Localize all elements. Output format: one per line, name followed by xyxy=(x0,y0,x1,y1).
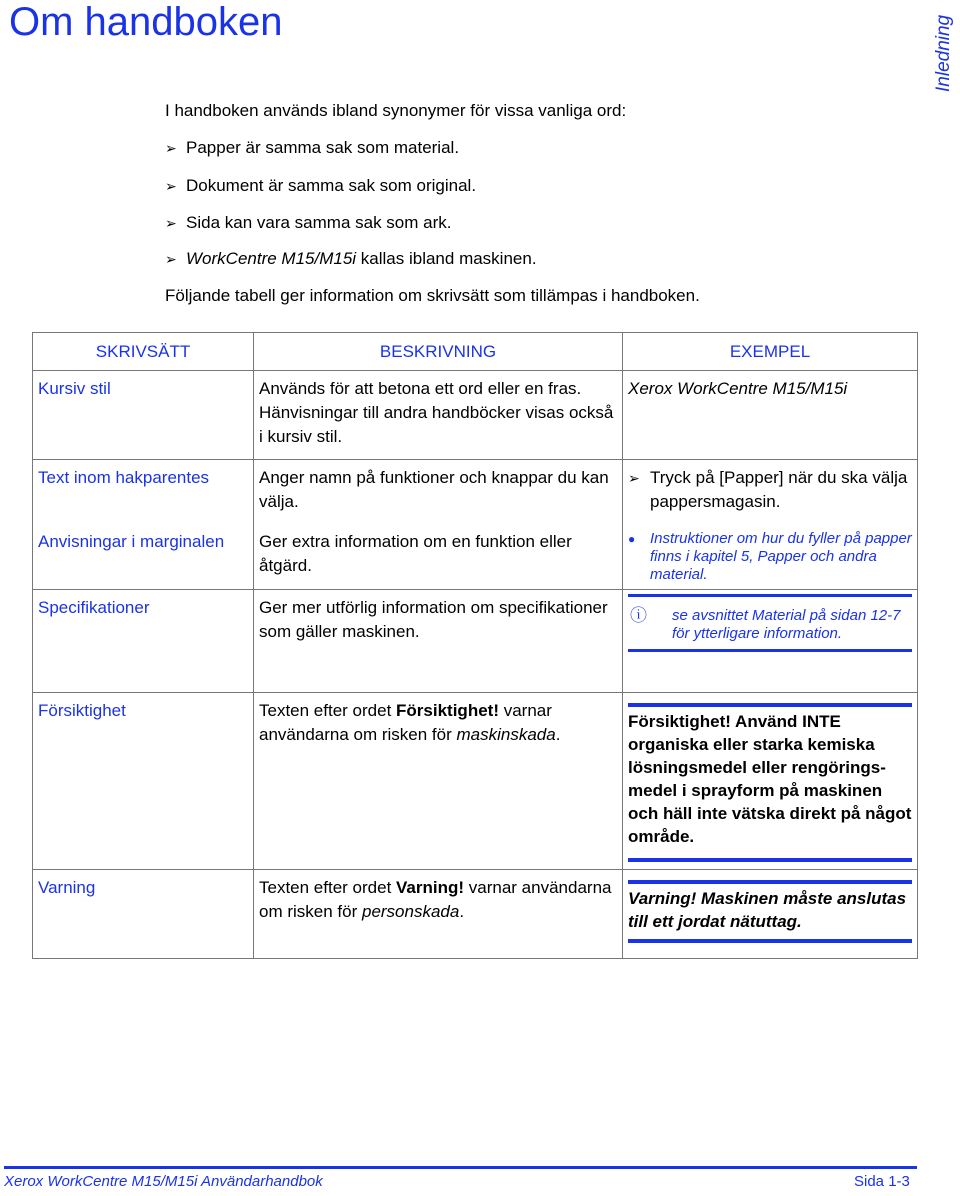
synonym-text: Dokument är samma sak som original. xyxy=(186,176,477,195)
note-link: Material xyxy=(752,607,806,624)
row-example xyxy=(623,590,918,693)
row-example xyxy=(623,460,918,524)
row-style: Anvisningar i marginalen xyxy=(33,524,254,590)
row-description: Ger extra information om en funktion eller åtgärd. xyxy=(254,524,623,590)
row-style: Varning xyxy=(33,870,254,959)
caution-box: Försiktighet! Använd INTE organiska eller starka kemiska lösningsmedel eller rengörings-medel i sprayform på maskinen och häll inte vätska direkt på något område. xyxy=(628,703,912,862)
synonym-text: Papper är samma sak som material. xyxy=(186,138,460,157)
desc-text: varnar användarna om risken för xyxy=(259,878,612,921)
desc-text: . xyxy=(459,902,465,921)
desc-keyword: Försiktighet! xyxy=(396,701,499,720)
chevron-bullet-icon: ➢ xyxy=(165,178,177,194)
example-text: Instruktioner om hur du fyller på papper finns i kapitel 5, Papper och andra material. xyxy=(650,529,912,583)
page-number: Sida 1-3 xyxy=(854,1173,910,1190)
side-tab-label: Inledning xyxy=(933,14,954,92)
side-tab[interactable] xyxy=(925,4,960,94)
row-example xyxy=(623,693,918,870)
footer-rule xyxy=(4,1166,917,1169)
synonym-item xyxy=(165,249,537,269)
table-row xyxy=(33,870,918,959)
chevron-bullet-icon: ➢ xyxy=(165,140,177,156)
footer-title: Xerox WorkCentre M15/M15i Användarhandbok xyxy=(4,1173,323,1190)
note-text: se avsnittet xyxy=(672,607,753,624)
synonym-italic: WorkCentre M15/M15i xyxy=(186,249,357,268)
table-header xyxy=(33,333,918,371)
row-style: Text inom hakparentes xyxy=(33,460,254,524)
desc-text: Texten efter ordet xyxy=(259,701,397,720)
synonym-text: Sida kan vara samma sak som ark. xyxy=(186,213,452,232)
row-description: Används för att betona ett ord eller en fras. Hänvisningar till andra handböcker visas också i kursiv stil. xyxy=(254,371,623,460)
chevron-bullet-icon: ➢ xyxy=(628,470,640,486)
header-style: SKRIVSÄTT xyxy=(33,333,254,371)
row-style: Kursiv stil xyxy=(33,371,254,460)
desc-keyword: Varning! xyxy=(396,878,465,897)
row-example: Xerox WorkCentre M15/M15i xyxy=(623,371,918,460)
style-table xyxy=(32,332,918,959)
row-example xyxy=(623,870,918,959)
row-style: Specifikationer xyxy=(33,590,254,693)
chevron-bullet-icon: ➢ xyxy=(165,251,177,267)
synonym-item xyxy=(165,213,451,233)
desc-text: varnar användarna om risken för xyxy=(259,701,552,744)
intro-text: I handboken används ibland synonymer för vissa vanliga ord: xyxy=(165,101,627,120)
table-intro: Följande tabell ger information om skrivsätt som tillämpas i handboken. xyxy=(165,286,700,305)
desc-text: . xyxy=(555,725,561,744)
page-title: Om handboken xyxy=(9,0,283,44)
example-text: Tryck på [Papper] när du ska välja pappersmagasin. xyxy=(650,468,908,511)
synonym-text: kallas ibland maskinen. xyxy=(356,249,537,268)
table-row xyxy=(33,524,918,590)
desc-emphasis: maskinskada xyxy=(456,725,556,744)
desc-emphasis: personskada xyxy=(361,902,460,921)
chevron-bullet-icon: ➢ xyxy=(165,215,177,231)
table-row xyxy=(33,590,918,693)
header-description: BESKRIVNING xyxy=(254,333,623,371)
table-row xyxy=(33,371,918,460)
warning-box: Varning! Maskinen måste anslutas till ett jordat nätuttag. xyxy=(628,880,912,943)
dot-bullet-icon: ● xyxy=(628,531,636,546)
synonym-item xyxy=(165,138,459,158)
row-description: Ger mer utförlig information om specifikationer som gäller maskinen. xyxy=(254,590,623,693)
synonym-item xyxy=(165,176,476,196)
note-text: på sidan 12-7 för ytterligare information. xyxy=(672,607,901,642)
desc-text: Texten efter ordet xyxy=(259,878,397,897)
note-info-icon: ⓘ xyxy=(630,606,647,625)
header-example: EXEMPEL xyxy=(623,333,918,371)
row-example xyxy=(623,524,918,590)
row-description xyxy=(254,870,623,959)
row-style: Försiktighet xyxy=(33,693,254,870)
row-description xyxy=(254,693,623,870)
note-box xyxy=(628,594,912,652)
row-description: Anger namn på funktioner och knappar du kan välja. xyxy=(254,460,623,524)
table-row xyxy=(33,460,918,524)
table-row xyxy=(33,693,918,870)
